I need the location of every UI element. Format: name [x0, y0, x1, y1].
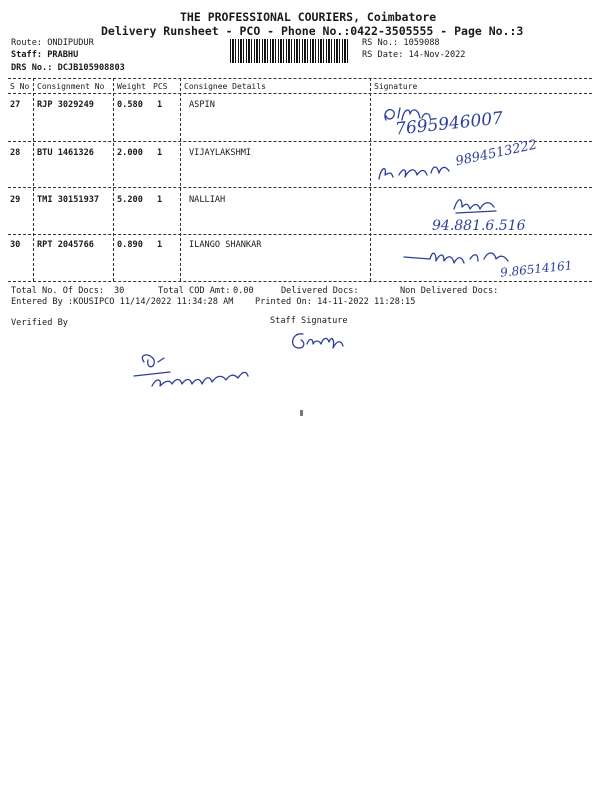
staff-signature-label: Staff Signature [270, 316, 348, 326]
col-divider [113, 78, 114, 281]
row-sno: 28 [10, 148, 21, 158]
scan-speck [300, 410, 303, 416]
row-weight: 0.890 [117, 240, 143, 250]
row-consignee: ILANGO SHANKAR [189, 240, 262, 250]
row-consignee: NALLIAH [189, 195, 226, 205]
row-rule [8, 141, 592, 142]
total-docs-value: 30 [114, 286, 125, 296]
row-consignee: ASPIN [189, 100, 215, 110]
rs-date: RS Date: 14-Nov-2022 [362, 50, 466, 60]
col-divider [370, 78, 371, 281]
delivered-docs-label: Delivered Docs: [281, 286, 359, 296]
row-consignment: BTU 1461326 [37, 148, 94, 158]
signature-phone: 7695946007 [394, 108, 504, 140]
signature-scribble [450, 193, 510, 217]
header-consignee: Consignee Details [184, 82, 266, 91]
company-title: THE PROFESSIONAL COURIERS, Coimbatore [180, 10, 437, 24]
total-cod-value: 0.00 [233, 286, 254, 296]
table-bottom-rule [8, 281, 592, 282]
header-sno: S No [10, 82, 30, 91]
signature-phone: 9894513222 [454, 137, 539, 170]
non-delivered-docs-label: Non Delivered Docs: [400, 286, 499, 296]
row-pcs: 1 [157, 240, 163, 250]
row-weight: 2.000 [117, 148, 143, 158]
header-signature: Signature [374, 82, 418, 91]
row-consignment: RJP 3029249 [37, 100, 94, 110]
row-consignment: TMI 30151937 [37, 195, 100, 205]
printed-on: Printed On: 14-11-2022 11:28:15 [255, 297, 416, 307]
total-cod-label: Total COD Amt: [158, 286, 231, 296]
table-top-rule [8, 78, 592, 79]
entered-by: Entered By :KOUSIPCO 11/14/2022 11:34:28 AM [11, 297, 234, 307]
drs-number: DRS No.: DCJB105908803 [11, 63, 125, 73]
row-sno: 29 [10, 195, 21, 205]
barcode [230, 39, 350, 63]
signature-phone: 9.86514161 [499, 258, 574, 280]
row-pcs: 1 [157, 100, 163, 110]
col-divider [33, 78, 34, 281]
row-rule [8, 234, 592, 235]
row-consignee: VIJAYLAKSHMI [189, 148, 252, 158]
rs-number: RS No.: 1059088 [362, 38, 440, 48]
row-consignment: RPT 2045766 [37, 240, 94, 250]
header-weight: Weight [117, 82, 146, 91]
row-rule [8, 187, 592, 188]
row-pcs: 1 [157, 195, 163, 205]
runsheet-title: Delivery Runsheet - PCO - Phone No.:0422-3505555 - Page No.:3 [101, 24, 524, 38]
signature-phone: 94.881.6.516 [432, 218, 526, 234]
row-sno: 27 [10, 100, 21, 110]
header-pcs: PCS [153, 82, 168, 91]
verified-by-label: Verified By [11, 318, 68, 328]
row-weight: 0.580 [117, 100, 143, 110]
staff-signature-scribble [285, 328, 355, 356]
row-weight: 5.200 [117, 195, 143, 205]
verifier-signature-scribble [130, 348, 280, 398]
col-divider [180, 78, 181, 281]
row-sno: 30 [10, 240, 21, 250]
row-pcs: 1 [157, 148, 163, 158]
total-docs-label: Total No. Of Docs: [11, 286, 105, 296]
header-consignment: Consignment No [37, 82, 105, 91]
table-header-rule [8, 93, 592, 94]
route-label: Route: ONDIPUDUR [11, 38, 94, 48]
staff-label: Staff: PRABHU [11, 50, 79, 60]
